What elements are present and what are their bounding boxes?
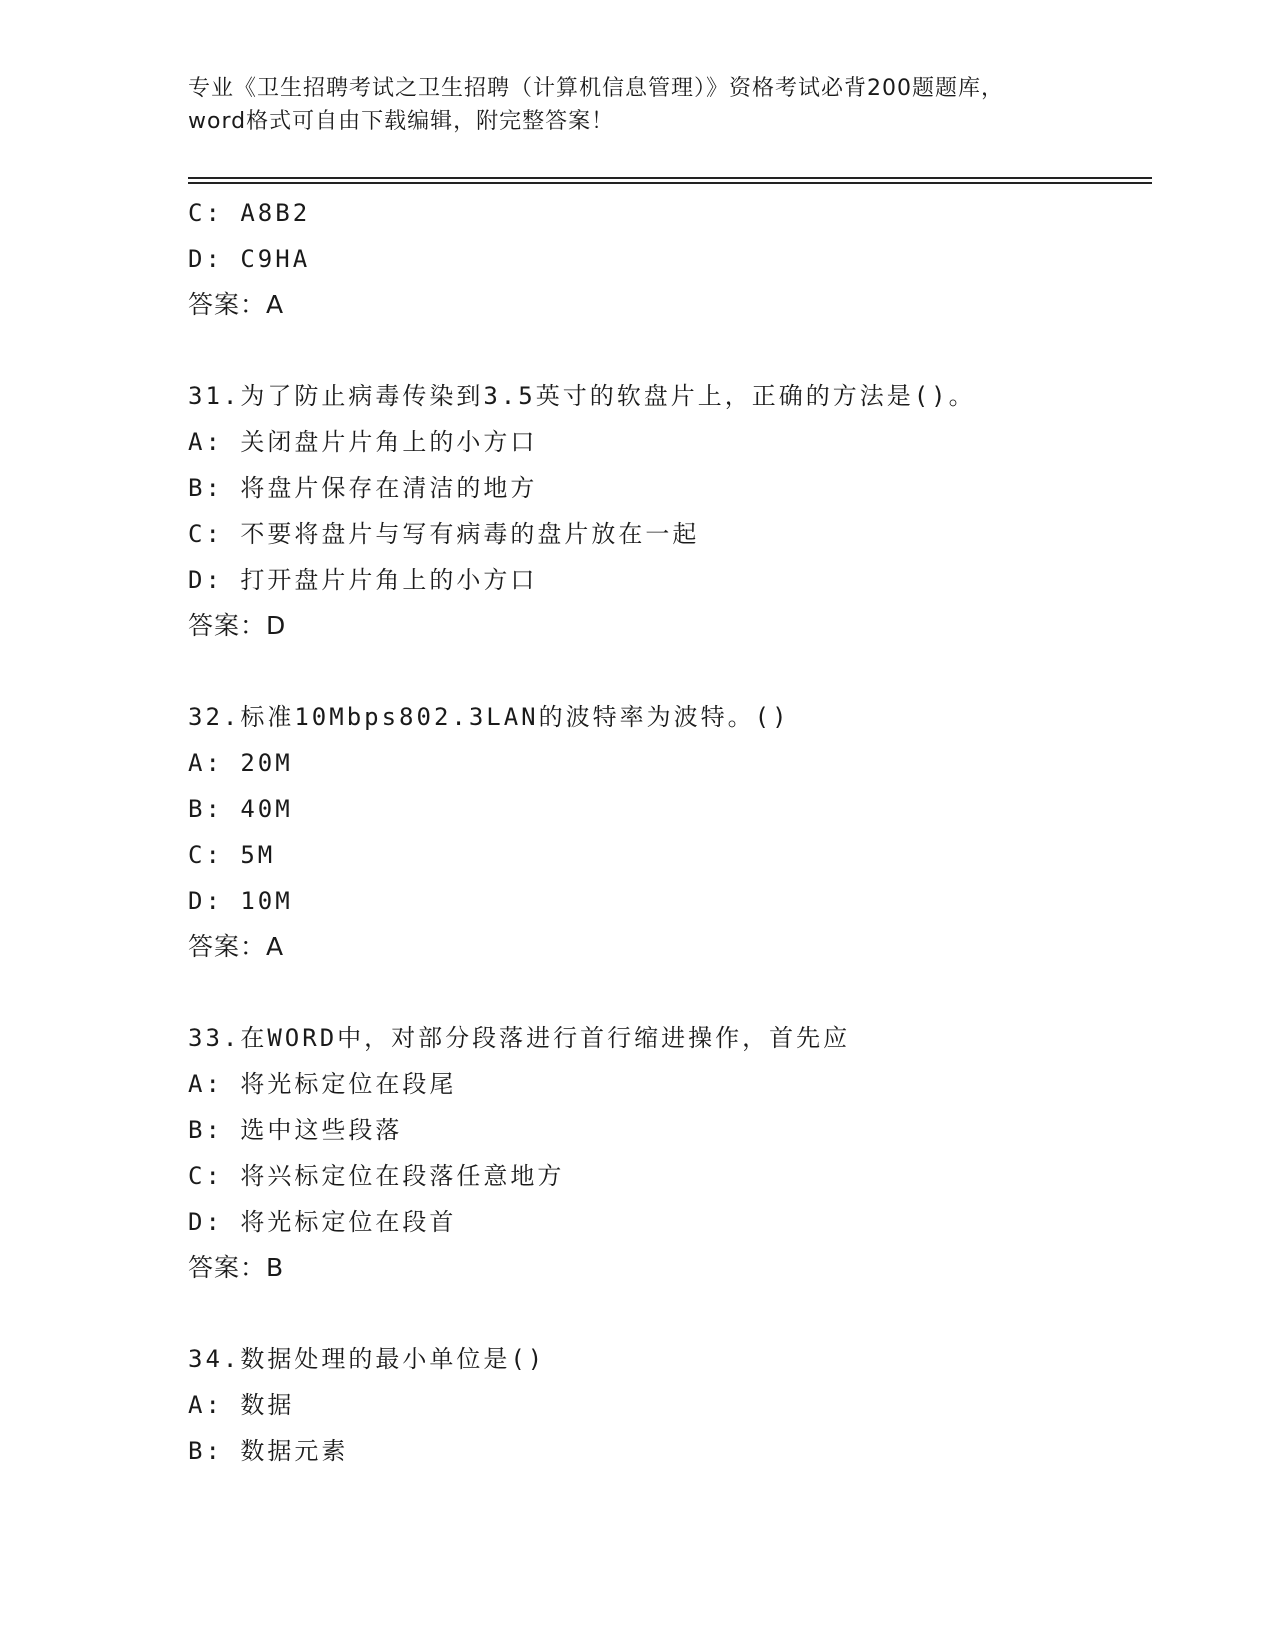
question-block-33 (188, 1015, 1148, 1291)
option-c: C: 5M (188, 841, 276, 869)
answer-line: 答案：B (188, 1253, 285, 1282)
header-divider-top (188, 177, 1152, 179)
option-a: A: 20M (188, 749, 293, 777)
option-d: D: 将光标定位在段首 (188, 1208, 457, 1236)
header-divider-bottom (188, 182, 1152, 184)
answer-line: 答案：D (188, 611, 287, 640)
option-b: B: 40M (188, 795, 293, 823)
option-a: A: 将光标定位在段尾 (188, 1070, 457, 1098)
document-header (188, 72, 1088, 138)
option-d: D: 打开盘片片角上的小方口 (188, 566, 538, 594)
option-c: C: A8B2 (188, 199, 311, 227)
question-block-31 (188, 373, 1148, 649)
option-b: B: 数据元素 (188, 1437, 349, 1465)
question-block-32 (188, 694, 1148, 970)
option-c: C: 将兴标定位在段落任意地方 (188, 1162, 565, 1190)
question-stem: 33.在WORD中，对部分段落进行首行缩进操作，首先应 (188, 1024, 851, 1052)
option-a: A: 关闭盘片片角上的小方口 (188, 428, 538, 456)
option-b: B: 选中这些段落 (188, 1116, 403, 1144)
option-d: D: 10M (188, 887, 293, 915)
question-list (188, 190, 1148, 1474)
question-stem: 32.标准10Mbps802.3LAN的波特率为波特。() (188, 703, 790, 731)
option-c: C: 不要将盘片与写有病毒的盘片放在一起 (188, 520, 700, 548)
question-stem: 34.数据处理的最小单位是() (188, 1345, 546, 1373)
question-block-continued (188, 190, 1148, 328)
question-block-34 (188, 1336, 1148, 1474)
option-d: D: C9HA (188, 245, 311, 273)
header-line-1: 专业《卫生招聘考试之卫生招聘（计算机信息管理）》资格考试必背200题题库， (188, 76, 1004, 101)
option-b: B: 将盘片保存在清洁的地方 (188, 474, 538, 502)
answer-line: 答案：A (188, 290, 285, 319)
question-stem: 31.为了防止病毒传染到3.5英寸的软盘片上，正确的方法是()。 (188, 382, 976, 410)
answer-line: 答案：A (188, 932, 285, 961)
option-a: A: 数据 (188, 1391, 295, 1419)
header-line-2: word格式可自由下载编辑，附完整答案！ (188, 109, 615, 134)
